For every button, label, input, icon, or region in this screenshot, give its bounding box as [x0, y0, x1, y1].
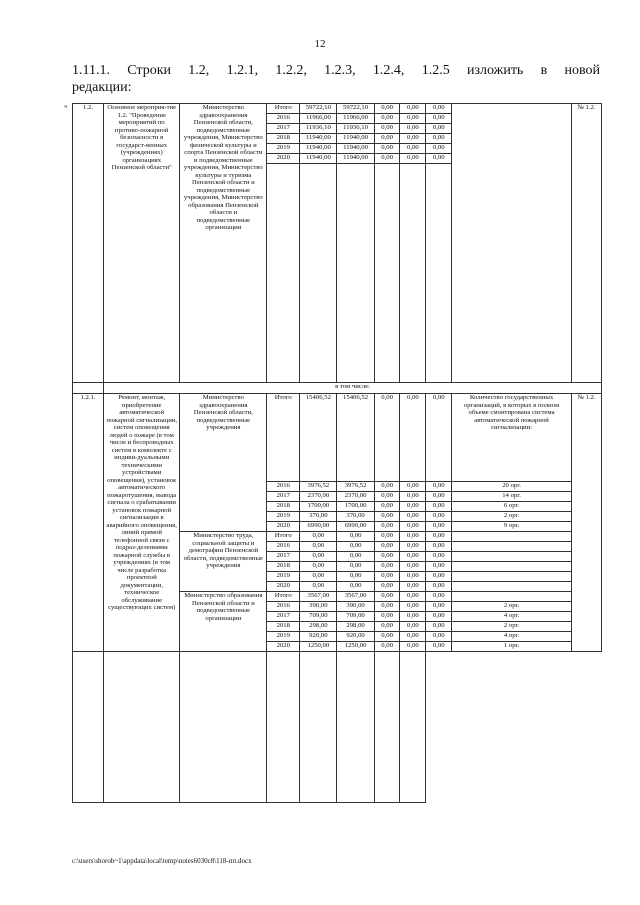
amount-cell: 0,00: [400, 542, 426, 552]
amount-cell: 0,00: [337, 552, 374, 562]
amount-cell: 0,00: [400, 622, 426, 632]
amount-cell: 0,00: [374, 632, 400, 642]
amount-cell: 920,00: [337, 632, 374, 642]
amount-cell: 11936,10: [300, 124, 337, 134]
year-cell: 2018: [267, 502, 300, 512]
indicator-value: 20 орг.: [452, 482, 572, 492]
executor-cell: Министерство труда, социальной защиты и демографии Пензенской области, подведомственные учреждения: [180, 532, 267, 592]
amount-cell: 1700,00: [337, 502, 374, 512]
amount-cell: [374, 164, 400, 383]
amount-cell: 1250,00: [300, 642, 337, 652]
amount-cell: 0,00: [426, 134, 452, 144]
amount-cell: 0,00: [400, 522, 426, 532]
year-cell: 2016: [267, 482, 300, 492]
year-cell: 2017: [267, 124, 300, 134]
year-cell: 2020: [267, 522, 300, 532]
indicator-value: 4 орг.: [452, 632, 572, 642]
year-cell: 2017: [267, 612, 300, 622]
indicator-value: 2 орг.: [452, 512, 572, 522]
indicator-value: 6 орг.: [452, 502, 572, 512]
indicator-value: 4 орг.: [452, 612, 572, 622]
amount-cell: 6990,00: [337, 522, 374, 532]
amount-cell: 6990,00: [300, 522, 337, 532]
year-cell: Итого: [267, 532, 300, 542]
amount-cell: 0,00: [426, 642, 452, 652]
amount-cell: 0,00: [300, 552, 337, 562]
in-total-label: в том числе:: [103, 383, 601, 394]
amount-cell: 0,00: [426, 482, 452, 492]
amount-cell: 0,00: [400, 114, 426, 124]
amount-cell: [426, 164, 452, 383]
amount-cell: 0,00: [426, 532, 452, 542]
amount-cell: 0,00: [400, 642, 426, 652]
indicator-value: 2 орг.: [452, 622, 572, 632]
year-cell: Итого: [267, 394, 300, 482]
amount-cell: 0,00: [400, 632, 426, 642]
indicator-cell: Количество государственных организаций, в которых в полном объеме смонтирована система автоматической пожарной сигнализации:: [452, 394, 572, 482]
amount-cell: 0,00: [426, 522, 452, 532]
amount-cell: 0,00: [426, 104, 452, 114]
amount-cell: 0,00: [426, 632, 452, 642]
amount-cell: 3976,52: [337, 482, 374, 492]
amount-cell: 15406,52: [337, 394, 374, 482]
amount-cell: 11940,00: [337, 134, 374, 144]
amount-cell: 0,00: [374, 134, 400, 144]
amount-cell: 0,00: [426, 572, 452, 582]
amount-cell: [180, 652, 267, 803]
amount-cell: 0,00: [400, 144, 426, 154]
indicator-value: [452, 552, 572, 562]
amount-cell: 0,00: [374, 512, 400, 522]
executor-cell: Министерство образования Пензенской области и подведомственные организации: [180, 592, 267, 652]
indicator-value: 1 орг.: [452, 642, 572, 652]
amount-cell: 11940,00: [300, 134, 337, 144]
amount-cell: 0,00: [426, 394, 452, 482]
amount-cell: 0,00: [400, 602, 426, 612]
amount-cell: 0,00: [374, 124, 400, 134]
row-number: 1.2.1.: [73, 394, 104, 652]
amount-cell: [300, 164, 337, 383]
amount-cell: 1700,00: [300, 502, 337, 512]
amount-cell: 0,00: [374, 592, 400, 602]
amount-cell: 0,00: [426, 562, 452, 572]
amount-cell: 0,00: [374, 532, 400, 542]
amount-cell: 0,00: [426, 502, 452, 512]
year-cell: 2016: [267, 542, 300, 552]
amount-cell: [400, 652, 426, 803]
year-cell: 2020: [267, 642, 300, 652]
amount-cell: [337, 164, 374, 383]
year-cell: 2019: [267, 512, 300, 522]
measure-name: Ремонт, монтаж, приобретение автоматической пожарной сигнализации, систем оповещения людей о пожаре (в том числе и беспроводных систем в комплекте с индиви-дуальными техническими устройствами оповещения), установок автоматического пожаротушения, вывода сигнала о срабатывании установок пожарной сигнализации в аварийного оповещения, линий прямой телефонной связи с подраз-делениями пожарной службы в учреждениях (в том числе разработка проектной документации, техническое обслуживание существующих систем): [103, 394, 179, 652]
amount-cell: 0,00: [374, 394, 400, 482]
program-table: [72, 103, 602, 803]
amount-cell: 0,00: [300, 532, 337, 542]
amount-cell: 0,00: [374, 492, 400, 502]
row-number: 1.2.: [73, 104, 104, 383]
amount-cell: [374, 652, 400, 803]
year-cell: 2017: [267, 492, 300, 502]
amount-cell: 59722,10: [337, 104, 374, 114]
amount-cell: 0,00: [400, 502, 426, 512]
amount-cell: 0,00: [426, 114, 452, 124]
amount-cell: 0,00: [374, 144, 400, 154]
amount-cell: 0,00: [374, 522, 400, 532]
amount-cell: 3976,52: [300, 482, 337, 492]
table-row: [73, 104, 602, 114]
amount-cell: 920,00: [300, 632, 337, 642]
row-number: [73, 383, 104, 394]
amount-cell: [267, 652, 300, 803]
amount-cell: 0,00: [374, 602, 400, 612]
amount-cell: 0,00: [374, 552, 400, 562]
amount-cell: 0,00: [374, 622, 400, 632]
amount-cell: 709,00: [300, 612, 337, 622]
amount-cell: 390,00: [337, 602, 374, 612]
amount-cell: 15406,52: [300, 394, 337, 482]
amendment-heading-continued: редакции:: [72, 80, 132, 95]
year-cell: 2019: [267, 144, 300, 154]
amount-cell: 0,00: [426, 144, 452, 154]
table-row: [73, 383, 602, 394]
amount-cell: 0,00: [400, 582, 426, 592]
amount-cell: 0,00: [374, 542, 400, 552]
amount-cell: 0,00: [374, 642, 400, 652]
year-cell: 2019: [267, 632, 300, 642]
executor-cell: [73, 652, 104, 803]
amount-cell: 0,00: [337, 542, 374, 552]
year-cell: 2016: [267, 114, 300, 124]
amount-cell: 390,00: [300, 602, 337, 612]
amount-cell: 11940,00: [337, 154, 374, 164]
amount-cell: 0,00: [400, 552, 426, 562]
reference-cell: № 1.2.: [571, 394, 601, 652]
amount-cell: 0,00: [337, 582, 374, 592]
amount-cell: 0,00: [337, 572, 374, 582]
table-row-filler: [73, 652, 602, 803]
indicator-value: [452, 542, 572, 552]
year-cell: 2016: [267, 602, 300, 612]
year-cell: 2017: [267, 552, 300, 562]
amount-cell: 0,00: [426, 124, 452, 134]
amount-cell: 298,00: [300, 622, 337, 632]
amount-cell: 0,00: [426, 582, 452, 592]
amount-cell: 0,00: [400, 532, 426, 542]
amount-cell: 0,00: [300, 542, 337, 552]
indicator-value: 14 орг.: [452, 492, 572, 502]
amount-cell: 370,00: [300, 512, 337, 522]
amount-cell: 0,00: [426, 612, 452, 622]
amendment-heading: 1.11.1. Строки 1.2, 1.2.1, 1.2.2, 1.2.3, 1.2.4, 1.2.5 изложить в новой: [72, 63, 600, 78]
executor-cell: Министерство здравоохранения Пензенской области, подведомственные учреждения, Министерство физической культуры и спорта Пензенской области и подведомственные учреждения, Министерство культуры и туризма Пензенской области и подведомственные учреждения, Министерство образования Пензенской области и подведомственные организации: [180, 104, 267, 383]
amount-cell: [267, 164, 300, 383]
amount-cell: 370,00: [337, 512, 374, 522]
amount-cell: 11940,00: [337, 144, 374, 154]
indicator-value: [452, 582, 572, 592]
amount-cell: 709,00: [337, 612, 374, 622]
measure-name: Основное мероприя-тие 1.2. "Проведение мероприятий по противо-пожарной безопасности в государст-венных (учреждениях) организациях Пензенской области": [103, 104, 179, 383]
page-number: 12: [314, 38, 326, 50]
amount-cell: 11936,10: [337, 124, 374, 134]
amount-cell: 0,00: [426, 592, 452, 602]
amount-cell: [337, 652, 374, 803]
amount-cell: 3567,00: [300, 592, 337, 602]
year-cell: 2020: [267, 154, 300, 164]
amount-cell: 0,00: [374, 502, 400, 512]
amount-cell: 3567,00: [337, 592, 374, 602]
amount-cell: 0,00: [426, 622, 452, 632]
amount-cell: 0,00: [400, 104, 426, 114]
year-cell: 2018: [267, 562, 300, 572]
indicator-value: [452, 572, 572, 582]
indicator-value: [452, 532, 572, 542]
reference-cell: № 1.2.: [571, 104, 601, 383]
amount-cell: 0,00: [374, 572, 400, 582]
amount-cell: 0,00: [426, 542, 452, 552]
amount-cell: 0,00: [400, 482, 426, 492]
amount-cell: 0,00: [426, 552, 452, 562]
year-cell: 2018: [267, 622, 300, 632]
amount-cell: 0,00: [426, 512, 452, 522]
amount-cell: 59722,10: [300, 104, 337, 114]
amount-cell: 0,00: [337, 562, 374, 572]
amount-cell: 0,00: [374, 104, 400, 114]
amount-cell: 0,00: [374, 482, 400, 492]
amount-cell: 0,00: [374, 612, 400, 622]
amount-cell: 0,00: [300, 562, 337, 572]
amount-cell: 0,00: [400, 592, 426, 602]
amount-cell: 298,00: [337, 622, 374, 632]
amount-cell: 0,00: [400, 562, 426, 572]
amount-cell: 0,00: [400, 134, 426, 144]
amount-cell: 0,00: [426, 154, 452, 164]
amount-cell: 11966,00: [337, 114, 374, 124]
year-cell: 2019: [267, 572, 300, 582]
amount-cell: 1250,00: [337, 642, 374, 652]
opening-quote-mark: ": [64, 104, 68, 114]
amount-cell: [103, 652, 179, 803]
amount-cell: 0,00: [374, 562, 400, 572]
year-cell: Итого: [267, 592, 300, 602]
indicator-value: [452, 592, 572, 602]
year-cell: 2020: [267, 582, 300, 592]
amount-cell: 0,00: [374, 114, 400, 124]
executor-cell: Министерство здравоохранения Пензенской области, подведомственные учреждения: [180, 394, 267, 532]
amount-cell: 0,00: [374, 582, 400, 592]
amount-cell: 0,00: [374, 154, 400, 164]
amount-cell: [400, 164, 426, 383]
year-cell: 2018: [267, 134, 300, 144]
amount-cell: 0,00: [400, 492, 426, 502]
footer-file-path: c:\users\shorob~1\appdata\local\temp\notes6030c8\118-пп.docx: [72, 857, 252, 865]
amount-cell: 0,00: [337, 532, 374, 542]
amount-cell: 0,00: [426, 492, 452, 502]
amount-cell: [300, 652, 337, 803]
amount-cell: 0,00: [426, 602, 452, 612]
amount-cell: 2370,00: [337, 492, 374, 502]
amount-cell: 0,00: [400, 124, 426, 134]
amount-cell: 0,00: [300, 582, 337, 592]
indicator-value: 9 орг.: [452, 522, 572, 532]
amount-cell: 2370,00: [300, 492, 337, 502]
amount-cell: 0,00: [300, 572, 337, 582]
amount-cell: 0,00: [400, 572, 426, 582]
amount-cell: 0,00: [400, 512, 426, 522]
amount-cell: 0,00: [400, 612, 426, 622]
amount-cell: 0,00: [400, 154, 426, 164]
indicator-value: [452, 562, 572, 572]
amount-cell: 11940,00: [300, 144, 337, 154]
amount-cell: 11966,00: [300, 114, 337, 124]
indicator-cell: [452, 104, 572, 383]
year-cell: Итого: [267, 104, 300, 114]
indicator-value: 2 орг.: [452, 602, 572, 612]
amount-cell: 0,00: [400, 394, 426, 482]
amount-cell: 11940,00: [300, 154, 337, 164]
